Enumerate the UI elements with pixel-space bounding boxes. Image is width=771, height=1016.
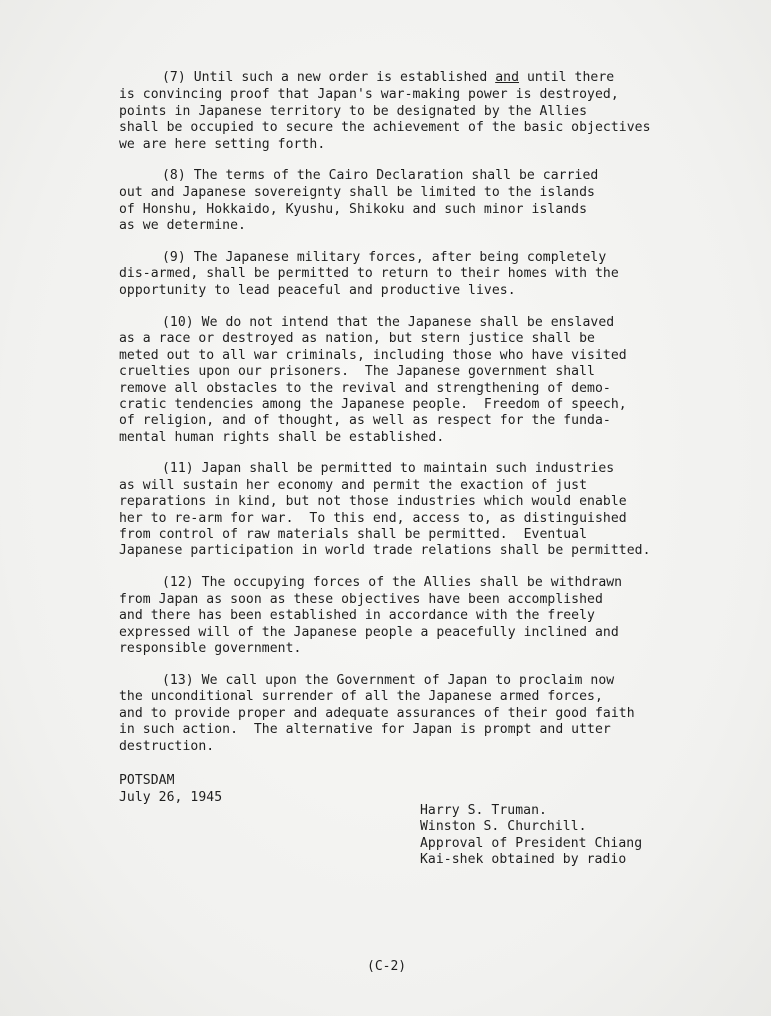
paragraph-10-line-6: cratic tendencies among the Japanese people. Freedom of speech, <box>119 397 627 412</box>
paragraph-8-line-4: as we determine. <box>119 218 246 233</box>
paragraph-10-line-7: of religion, and of thought, as well as respect for the funda- <box>119 413 611 428</box>
paragraph-11-line-6: Japanese participation in world trade relations shall be permitted. <box>119 543 651 558</box>
paragraph-9-line-3: opportunity to lead peaceful and productive lives. <box>119 283 516 298</box>
paragraph-10-line-2: as a race or destroyed as nation, but stern justice shall be <box>119 331 595 346</box>
paragraph-7-line-5: we are here setting forth. <box>119 137 326 152</box>
paragraph-13-line-1: (13) We call upon the Government of Japan to proclaim now <box>162 673 615 688</box>
paragraph-9-line-2: dis-armed, shall be permitted to return to their homes with the <box>119 266 619 281</box>
paragraph-11-line-2: as will sustain her economy and permit the exaction of just <box>119 478 588 493</box>
paragraph-9-line-1: (9) The Japanese military forces, after being completely <box>162 250 607 265</box>
paragraph-13-line-2: the unconditional surrender of all the Japanese armed forces, <box>119 689 603 704</box>
paragraph-10-line-1: (10) We do not intend that the Japanese shall be enslaved <box>162 315 615 330</box>
paragraph-10-line-4: cruelties upon our prisoners. The Japanese government shall <box>119 364 595 379</box>
signature-churchill: Winston S. Churchill. <box>420 819 587 834</box>
dateline-place: POTSDAM <box>119 773 175 788</box>
signature-truman: Harry S. Truman. <box>420 803 547 818</box>
paragraph-12-line-5: responsible government. <box>119 641 302 656</box>
page-number: (C-2) <box>367 959 407 974</box>
paragraph-8-line-1: (8) The terms of the Cairo Declaration shall be carried <box>162 168 599 183</box>
signature-chiang-line-2: Kai-shek obtained by radio <box>420 852 627 867</box>
paragraph-8-line-2: out and Japanese sovereignty shall be limited to the islands <box>119 185 595 200</box>
paragraph-7-line-1: (7) Until such a new order is established and until there <box>162 70 615 85</box>
paragraph-7-line-4: shall be occupied to secure the achievement of the basic objectives <box>119 120 651 135</box>
paragraph-10-line-3: meted out to all war criminals, including those who have visited <box>119 348 627 363</box>
dateline-date: July 26, 1945 <box>119 790 223 805</box>
paragraph-12-line-3: and there has been established in accordance with the freely <box>119 608 595 623</box>
paragraph-8-line-3: of Honshu, Hokkaido, Kyushu, Shikoku and such minor islands <box>119 202 588 217</box>
paragraph-13-line-5: destruction. <box>119 739 215 754</box>
paragraph-7-line-3: points in Japanese territory to be designated by the Allies <box>119 104 588 119</box>
paragraph-13-line-3: and to provide proper and adequate assurances of their good faith <box>119 706 635 721</box>
paragraph-10-line-5: remove all obstacles to the revival and strengthening of demo- <box>119 381 611 396</box>
paragraph-7-line-2: is convincing proof that Japan's war-making power is destroyed, <box>119 87 619 102</box>
paragraph-11-line-5: from control of raw materials shall be permitted. Eventual <box>119 527 588 542</box>
paragraph-11-line-3: reparations in kind, but not those industries which would enable <box>119 494 627 509</box>
paragraph-12-line-1: (12) The occupying forces of the Allies shall be withdrawn <box>162 575 623 590</box>
paragraph-13-line-4: in such action. The alternative for Japan is prompt and utter <box>119 722 611 737</box>
paragraph-12-line-4: expressed will of the Japanese people a peacefully inclined and <box>119 625 619 640</box>
paragraph-12-line-2: from Japan as soon as these objectives have been accomplished <box>119 592 603 607</box>
underlined-and: and <box>495 70 520 85</box>
paragraph-11-line-1: (11) Japan shall be permitted to maintain such industries <box>162 461 615 476</box>
paragraph-11-line-4: her to re-arm for war. To this end, access to, as distinguished <box>119 511 627 526</box>
paragraph-10-line-8: mental human rights shall be established. <box>119 430 445 445</box>
signature-chiang-line-1: Approval of President Chiang <box>420 836 643 851</box>
